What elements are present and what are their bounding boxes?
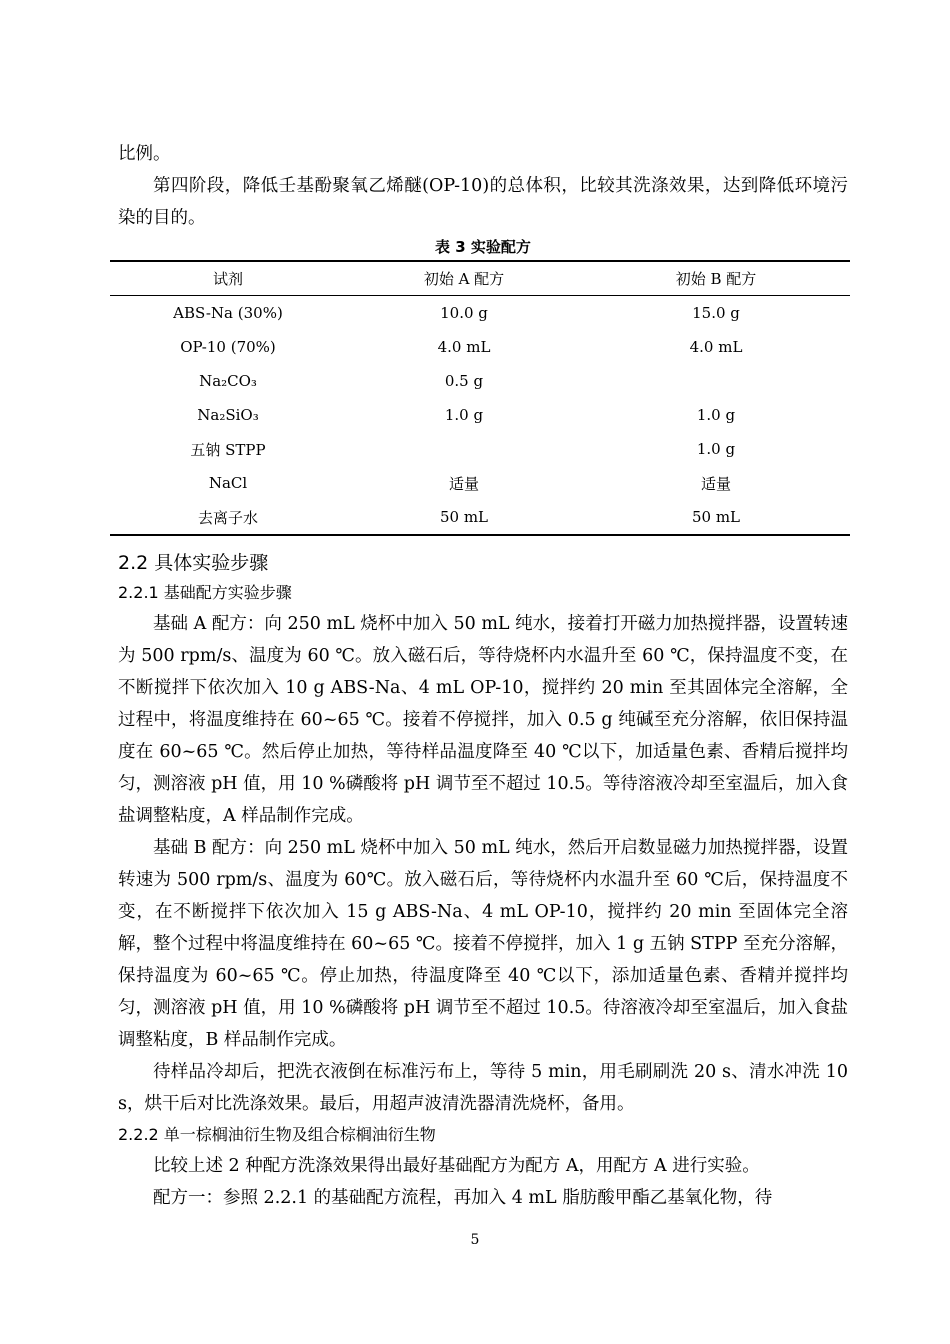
table-row xyxy=(110,364,850,398)
subsection-heading-2-2-1: 2.2.1 基础配方实验步骤 xyxy=(118,583,292,602)
cell-reagent: NaCl xyxy=(208,474,248,492)
cell-reagent: Na₂SiO₃ xyxy=(197,406,259,424)
cell-formula-a: 0.5 g xyxy=(444,372,484,390)
cell-formula-b xyxy=(582,364,850,398)
table-row xyxy=(110,500,850,535)
cell-reagent: ABS-Na (30%) xyxy=(173,304,283,322)
cell-formula-b: 50 mL xyxy=(691,508,741,526)
paragraph-stage-four: 第四阶段，降低壬基酚聚氧乙烯醚(OP-10)的总体积，比较其洗涤效果，达到降低环境污染的目的。 xyxy=(118,176,848,228)
cell-formula-a: 1.0 g xyxy=(444,406,484,424)
table-row xyxy=(110,432,850,466)
paragraph-continuation: 比例。 xyxy=(118,144,171,164)
cell-formula-a xyxy=(346,432,582,466)
table-row xyxy=(110,466,850,500)
paragraph-formula-one: 配方一：参照 2.2.1 的基础配方流程，再加入 4 mL 脂肪酸甲酯乙基氧化物，待 xyxy=(153,1188,773,1208)
cell-formula-b: 1.0 g xyxy=(696,440,736,458)
paragraph-formula-a: 基础 A 配方：向 250 mL 烧杯中加入 50 mL 纯水，接着打开磁力加热搅拌器，设置转速为 500 rpm/s、温度为 60 ℃。放入磁石后，等待烧杯内水温升至 60 ℃，保持温度不变，在不断搅拌下依次加入 10 g ABS-Na、4 mL OP-10，搅拌约 20 min 至其固体完全溶解，全过程中，将温度维持在 60~65 ℃。接着不停搅拌，加入 0.5 g 纯碱至充分溶解，依旧保持温度在 60~65 ℃。然后停止加热，等待样品温度降至 40 ℃以下，加适量色素、香精后搅拌均匀，测溶液 pH 值，用 10 %磷酸将 pH 调节至不超过 10.5。等待溶液冷却至室温后，加入食盐调整粘度，A 样品制作完成。 xyxy=(118,614,848,826)
cell-formula-b: 1.0 g xyxy=(696,406,736,424)
cell-formula-b: 15.0 g xyxy=(692,304,740,322)
paragraph-comparison: 比较上述 2 种配方洗涤效果得出最好基础配方为配方 A，用配方 A 进行实验。 xyxy=(153,1156,760,1176)
cell-reagent: Na₂CO₃ xyxy=(199,372,257,390)
cell-formula-a: 50 mL xyxy=(439,508,489,526)
paragraph-formula-b: 基础 B 配方：向 250 mL 烧杯中加入 50 mL 纯水，然后开启数显磁力加热搅拌器，设置转速为 500 rpm/s、温度为 60℃。放入磁石后，等待烧杯内水温升至 60 ℃后，保持温度不变，在不断搅拌下依次加入 15 g ABS-Na、4 mL OP-10，搅拌约 20 min 至固体完全溶解，整个过程中将温度维持在 60~65 ℃。接着不停搅拌，加入 1 g 五钠 STPP 至充分溶解，保持温度为 60~65 ℃。停止加热，待温度降至 40 ℃以下，添加适量色素、香精并搅拌均匀，测溶液 pH 值，用 10 %磷酸将 pH 调节至不超过 10.5。待溶液冷却至室温后，加入食盐调整粘度，B 样品制作完成。 xyxy=(118,838,848,1050)
table-header-row xyxy=(110,261,850,296)
formula-table xyxy=(110,260,850,536)
paragraph-washing-test: 待样品冷却后，把洗衣液倒在标准污布上，等待 5 min，用毛刷刷洗 20 s、清水冲洗 10 s，烘干后对比洗涤效果。最后，用超声波清洗器清洗烧杯，备用。 xyxy=(118,1062,848,1114)
cell-reagent: 去离子水 xyxy=(197,508,258,527)
cell-formula-b: 适量 xyxy=(700,474,731,493)
cell-formula-a: 4.0 mL xyxy=(437,338,491,356)
cell-reagent: 五钠 STPP xyxy=(190,440,266,459)
table-row xyxy=(110,296,850,331)
table-row xyxy=(110,398,850,432)
subsection-heading-2-2-2: 2.2.2 单一棕榈油衍生物及组合棕榈油衍生物 xyxy=(118,1125,436,1144)
table-row xyxy=(110,330,850,364)
header-reagent: 试剂 xyxy=(110,261,346,296)
header-formula-b: 初始 B 配方 xyxy=(582,261,850,296)
table-caption: 表 3 实验配方 xyxy=(435,238,531,256)
header-formula-a: 初始 A 配方 xyxy=(346,261,582,296)
cell-formula-a: 10.0 g xyxy=(440,304,488,322)
cell-formula-b: 4.0 mL xyxy=(689,338,743,356)
section-heading-2-2: 2.2 具体实验步骤 xyxy=(118,552,269,574)
cell-formula-a: 适量 xyxy=(448,474,479,493)
page-number: 5 xyxy=(470,1232,480,1248)
page-content xyxy=(118,138,848,1214)
cell-reagent: OP-10 (70%) xyxy=(180,338,276,356)
